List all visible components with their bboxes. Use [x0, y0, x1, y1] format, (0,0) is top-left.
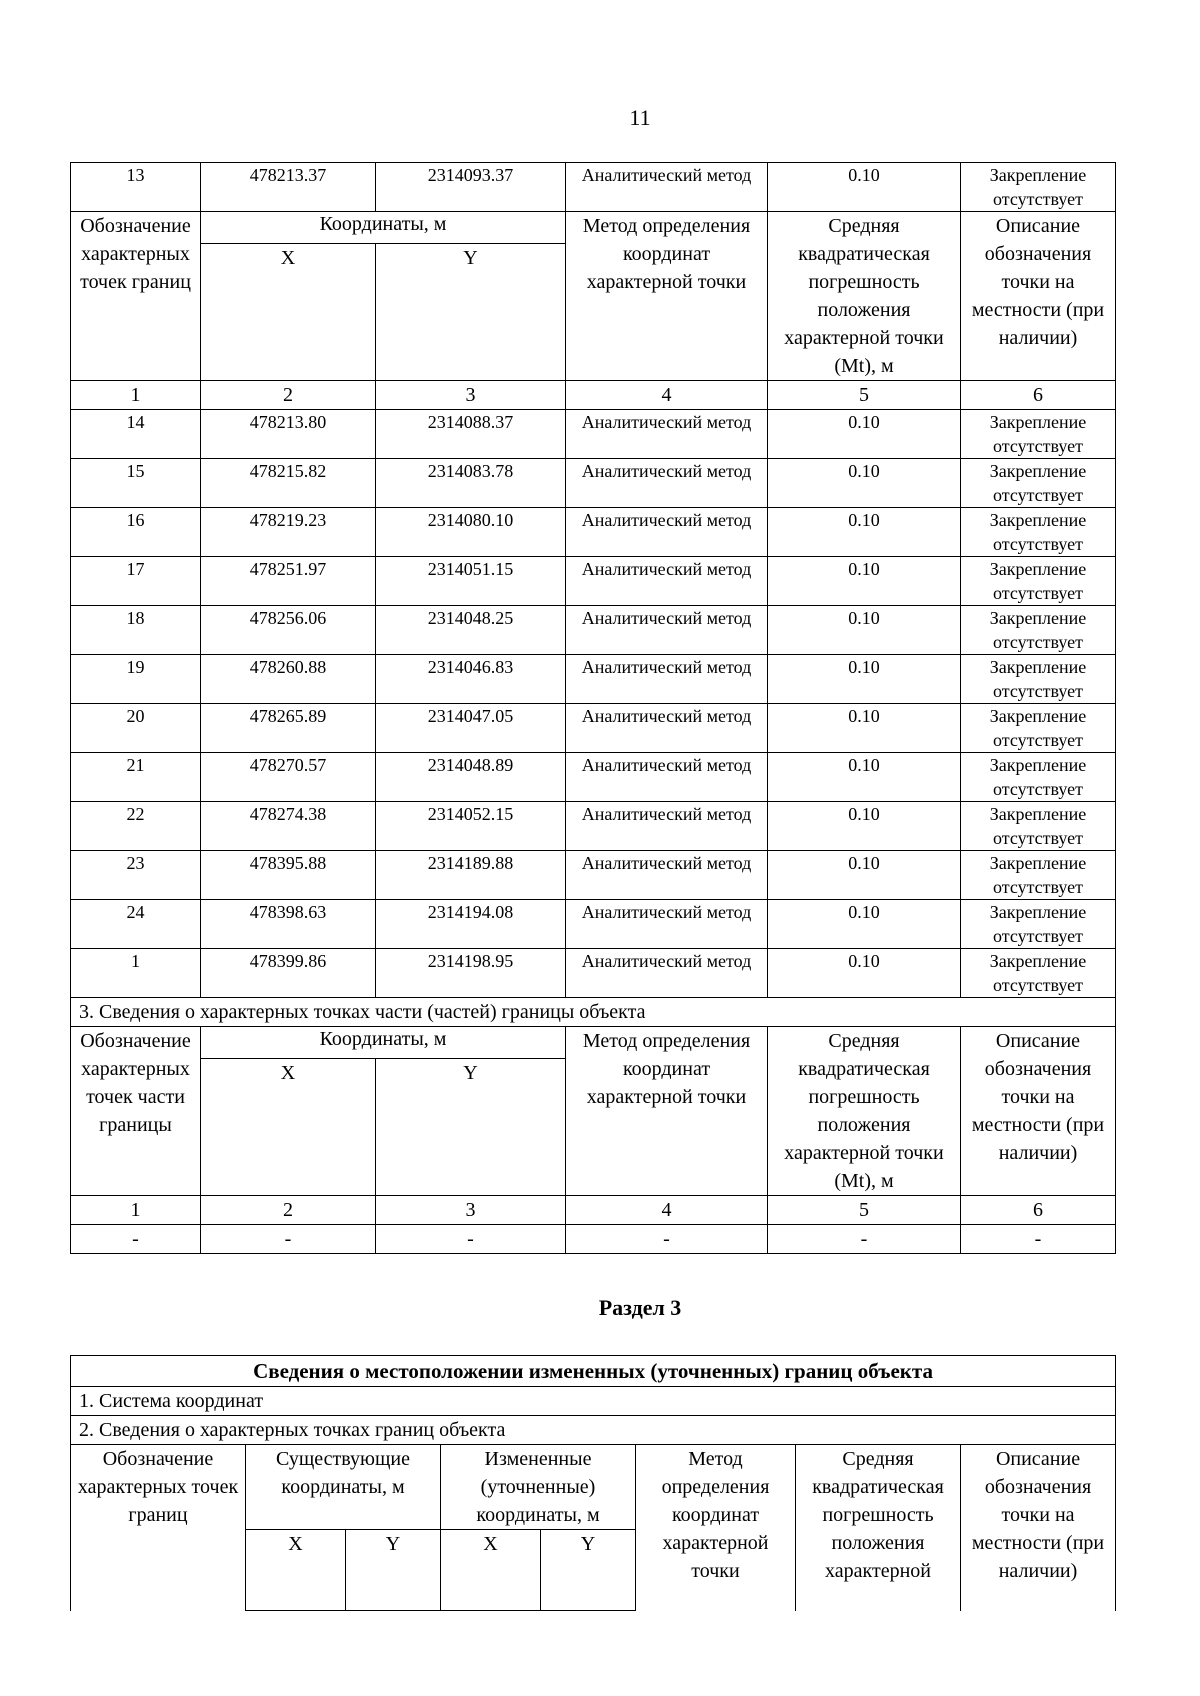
header-error: Средняя квадратическая погрешность положения характерной точки (Mt), м: [768, 212, 961, 381]
col-number: 1: [71, 381, 201, 410]
coord-x: 478398.63: [201, 900, 376, 949]
point-id: 24: [71, 900, 201, 949]
header-y-existing: Y: [346, 1530, 441, 1611]
table-row: [71, 163, 1116, 212]
part-header-coords: Координаты, м: [201, 1027, 566, 1059]
col-number: 1: [71, 1196, 201, 1225]
coord-x: 478251.97: [201, 557, 376, 606]
error-cell: 0.10: [768, 851, 961, 900]
coord-y: 2314080.10: [376, 508, 566, 557]
method-cell: Аналитический метод: [566, 851, 768, 900]
description-cell: Закрепление отсутствует: [961, 655, 1116, 704]
col-number: 5: [768, 381, 961, 410]
coord-y: 2314052.15: [376, 802, 566, 851]
coord-y: 2314189.88: [376, 851, 566, 900]
coord-y: 2314046.83: [376, 655, 566, 704]
method-cell: Аналитический метод: [566, 606, 768, 655]
coord-x: 478256.06: [201, 606, 376, 655]
point-id: 21: [71, 753, 201, 802]
coord-y: 2314198.95: [376, 949, 566, 998]
description-cell: Закрепление отсутствует: [961, 802, 1116, 851]
col-number: 2: [201, 1196, 376, 1225]
part-row-cell: -: [961, 1225, 1116, 1254]
error-cell: 0.10: [768, 410, 961, 459]
error-cell: 0.10: [768, 606, 961, 655]
col-number: 6: [961, 1196, 1116, 1225]
col-number: 4: [566, 1196, 768, 1225]
col-number: 6: [961, 381, 1116, 410]
point-id: 19: [71, 655, 201, 704]
header-x-changed: X: [441, 1530, 541, 1611]
description-cell: Закрепление отсутствует: [961, 753, 1116, 802]
description-cell: Закрепление отсутствует: [961, 606, 1116, 655]
error-cell: 0.10: [768, 508, 961, 557]
error-cell: 0.10: [768, 704, 961, 753]
coord-x: 478399.86: [201, 949, 376, 998]
coord-x: 478274.38: [201, 802, 376, 851]
col-number: 2: [201, 381, 376, 410]
part-header-description: Описание обозначения точки на местности (при наличии): [961, 1027, 1116, 1196]
table-row: [71, 508, 1116, 557]
method-cell: Аналитический метод: [566, 949, 768, 998]
header-method: Метод определения координат характерной точки: [636, 1445, 796, 1611]
header-designation: Обозначение характерных точек границ: [71, 212, 201, 381]
table-row: [71, 949, 1116, 998]
table-row: [71, 704, 1116, 753]
part-header-x: X: [201, 1059, 376, 1196]
coord-system-row: 1. Система координат: [71, 1387, 1116, 1416]
point-id: 18: [71, 606, 201, 655]
coord-y: 2314093.37: [376, 163, 566, 212]
first-point-row-group: [71, 163, 1116, 212]
part-section: [71, 998, 1116, 1254]
part-row-cell: -: [71, 1225, 201, 1254]
header-changed-coords: Измененные (уточненные) координаты, м: [441, 1445, 636, 1530]
coord-y: 2314048.25: [376, 606, 566, 655]
boundary-points-table: [70, 162, 1116, 1254]
header-description: Описание обозначения точки на местности (при наличии): [961, 1445, 1116, 1611]
coord-y: 2314047.05: [376, 704, 566, 753]
table-header: [71, 212, 1116, 410]
coord-x: 478265.89: [201, 704, 376, 753]
part-row-cell: -: [768, 1225, 961, 1254]
coord-y: 2314194.08: [376, 900, 566, 949]
method-cell: Аналитический метод: [566, 163, 768, 212]
description-cell: Закрепление отсутствует: [961, 557, 1116, 606]
error-cell: 0.10: [768, 163, 961, 212]
point-id: 17: [71, 557, 201, 606]
page-number: 11: [629, 105, 651, 130]
coord-y: 2314048.89: [376, 753, 566, 802]
method-cell: Аналитический метод: [566, 753, 768, 802]
header-y-changed: Y: [541, 1530, 636, 1611]
method-cell: Аналитический метод: [566, 459, 768, 508]
table-row: [71, 802, 1116, 851]
header-coords: Координаты, м: [201, 212, 566, 244]
col-number: 4: [566, 381, 768, 410]
method-cell: Аналитический метод: [566, 557, 768, 606]
error-cell: 0.10: [768, 655, 961, 704]
header-error: Средняя квадратическая погрешность положения характерной: [796, 1445, 961, 1611]
method-cell: Аналитический метод: [566, 508, 768, 557]
point-id: 22: [71, 802, 201, 851]
header-method: Метод определения координат характерной точки: [566, 212, 768, 381]
coord-x: 478270.57: [201, 753, 376, 802]
col-number: 3: [376, 381, 566, 410]
part-row-cell: -: [566, 1225, 768, 1254]
error-cell: 0.10: [768, 459, 961, 508]
method-cell: Аналитический метод: [566, 655, 768, 704]
point-rows: [71, 410, 1116, 998]
error-cell: 0.10: [768, 900, 961, 949]
point-id: 23: [71, 851, 201, 900]
coord-x: 478260.88: [201, 655, 376, 704]
header-existing-coords: Существующие координаты, м: [246, 1445, 441, 1530]
header-x-existing: X: [246, 1530, 346, 1611]
description-cell: Закрепление отсутствует: [961, 704, 1116, 753]
table-row: [71, 557, 1116, 606]
method-cell: Аналитический метод: [566, 410, 768, 459]
description-cell: Закрепление отсутствует: [961, 900, 1116, 949]
point-id: 14: [71, 410, 201, 459]
coord-y: 2314051.15: [376, 557, 566, 606]
point-id: 1: [71, 949, 201, 998]
changed-boundaries-table: [70, 1355, 1116, 1611]
error-cell: 0.10: [768, 753, 961, 802]
part-section-title: 3. Сведения о характерных точках части (частей) границы объекта: [71, 998, 1116, 1027]
part-row-cell: -: [201, 1225, 376, 1254]
method-cell: Аналитический метод: [566, 704, 768, 753]
table-row: [71, 900, 1116, 949]
point-id: 20: [71, 704, 201, 753]
point-id: 16: [71, 508, 201, 557]
description-cell: Закрепление отсутствует: [961, 508, 1116, 557]
description-cell: Закрепление отсутствует: [961, 949, 1116, 998]
table-row: [71, 753, 1116, 802]
error-cell: 0.10: [768, 557, 961, 606]
col-number: 3: [376, 1196, 566, 1225]
table-row: [71, 606, 1116, 655]
description-cell: Закрепление отсутствует: [961, 163, 1116, 212]
header-description: Описание обозначения точки на местности (при наличии): [961, 212, 1116, 381]
point-id: 15: [71, 459, 201, 508]
method-cell: Аналитический метод: [566, 900, 768, 949]
coord-x: 478219.23: [201, 508, 376, 557]
coord-x: 478213.37: [201, 163, 376, 212]
table-title: Сведения о местоположении измененных (уточненных) границ объекта: [71, 1356, 1116, 1387]
table-row: [71, 410, 1116, 459]
table-row: [71, 851, 1116, 900]
coord-x: 478215.82: [201, 459, 376, 508]
description-cell: Закрепление отсутствует: [961, 851, 1116, 900]
table-row: [71, 655, 1116, 704]
col-number: 5: [768, 1196, 961, 1225]
table-row: [71, 459, 1116, 508]
coord-x: 478395.88: [201, 851, 376, 900]
part-header-error: Средняя квадратическая погрешность положения характерной точки (Mt), м: [768, 1027, 961, 1196]
header-designation: Обозначение характерных точек границ: [71, 1445, 246, 1611]
error-cell: 0.10: [768, 949, 961, 998]
coord-y: 2314088.37: [376, 410, 566, 459]
part-row-cell: -: [376, 1225, 566, 1254]
description-cell: Закрепление отсутствует: [961, 459, 1116, 508]
coord-y: 2314083.78: [376, 459, 566, 508]
section-heading: Раздел 3: [598, 1295, 682, 1320]
part-header-y: Y: [376, 1059, 566, 1196]
part-header-method: Метод определения координат характерной точки: [566, 1027, 768, 1196]
header-x: X: [201, 244, 376, 381]
coord-x: 478213.80: [201, 410, 376, 459]
header-y: Y: [376, 244, 566, 381]
method-cell: Аналитический метод: [566, 802, 768, 851]
points-heading-row: 2. Сведения о характерных точках границ объекта: [71, 1416, 1116, 1445]
point-id: 13: [71, 163, 201, 212]
error-cell: 0.10: [768, 802, 961, 851]
part-header-designation: Обозначение характерных точек части границы: [71, 1027, 201, 1196]
description-cell: Закрепление отсутствует: [961, 410, 1116, 459]
